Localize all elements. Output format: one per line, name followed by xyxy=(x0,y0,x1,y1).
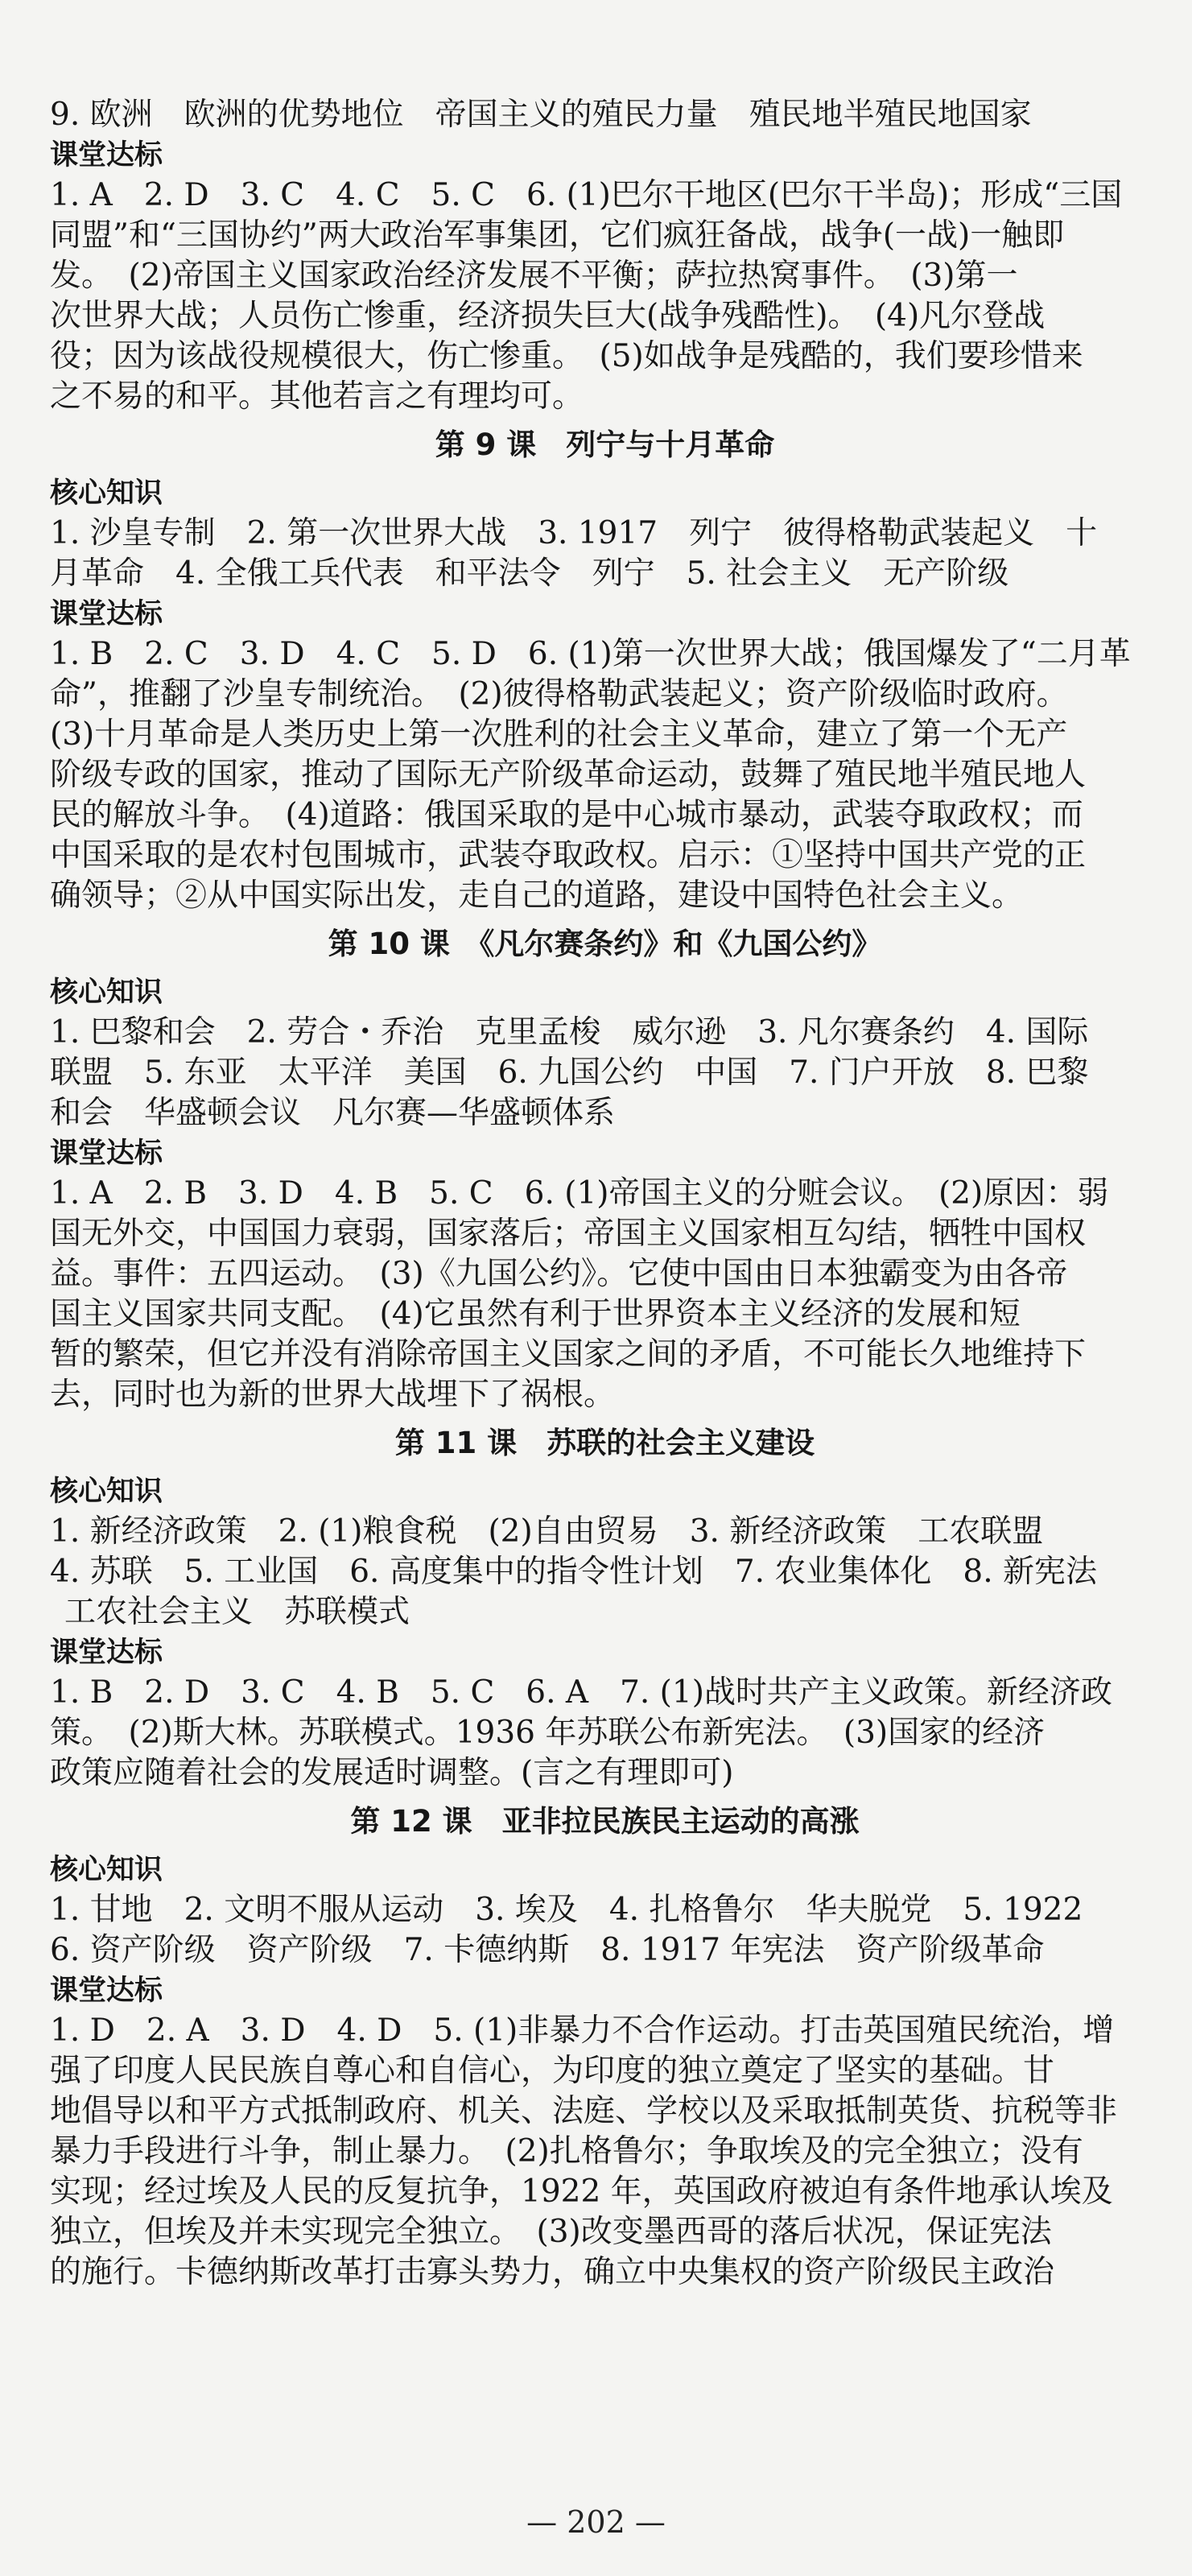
text-line: 4. 苏联 5. 工业国 6. 高度集中的指令性计划 7. 农业集体化 8. 新宪法 xyxy=(50,1554,1098,1590)
text-line: 工农社会主义 苏联模式 xyxy=(64,1594,410,1630)
text-line: 中国采取的是农村包围城市，武装夺取政权。启示：①坚持中国共产党的正 xyxy=(50,837,1087,873)
text-line: 益。事件：五四运动。 (3)《九国公约》。它使中国由日本独霸变为由各帝 xyxy=(50,1256,1068,1292)
lesson-title: 第 12 课 亚非拉民族民主运动的高涨 xyxy=(350,1804,860,1839)
text-line: 1. 甘地 2. 文明不服从运动 3. 埃及 4. 扎格鲁尔 华夫脱党 5. 1922 xyxy=(50,1892,1083,1928)
section-heading-core-knowledge: 核心知识 xyxy=(50,477,163,510)
text-line: 6. 资产阶级 资产阶级 7. 卡德纳斯 8. 1917 年宪法 资产阶级革命 xyxy=(50,1932,1045,1968)
text-line: 1. A 2. D 3. C 4. C 5. C 6. (1)巴尔干地区(巴尔干半岛)；形成“三国 xyxy=(50,177,1123,213)
text-line: (3)十月革命是人类历史上第一次胜利的社会主义革命，建立了第一个无产 xyxy=(50,716,1068,753)
text-line: 去，同时也为新的世界大战埋下了祸根。 xyxy=(50,1377,616,1413)
section-heading-core-knowledge: 核心知识 xyxy=(50,976,163,1009)
text-line: 发。 (2)帝国主义国家政治经济发展不平衡；萨拉热窝事件。 (3)第一 xyxy=(50,258,1018,294)
text-line: 和会 华盛顿会议 凡尔赛—华盛顿体系 xyxy=(50,1095,616,1131)
page-number: — 202 — xyxy=(526,2504,666,2540)
text-line: 国无外交，中国国力衰弱，国家落后；帝国主义国家相互勾结，牺牲中国权 xyxy=(50,1216,1087,1252)
text-line: 1. A 2. B 3. D 4. B 5. C 6. (1)帝国主义的分赃会议。 (2)原因：弱 xyxy=(50,1175,1109,1212)
text-line: 阶级专政的国家，推动了国际无产阶级革命运动，鼓舞了殖民地半殖民地人 xyxy=(50,757,1087,793)
lesson-title: 第 10 课 《凡尔赛条约》和《九国公约》 xyxy=(328,927,882,961)
section-heading-class-practice: 课堂达标 xyxy=(50,139,163,171)
text-line: 策。 (2)斯大林。苏联模式。1936 年苏联公布新宪法。 (3)国家的经济 xyxy=(50,1715,1046,1751)
text-line: 9. 欧洲 欧洲的优势地位 帝国主义的殖民力量 殖民地半殖民地国家 xyxy=(50,97,1032,133)
text-line: 暂的繁荣，但它并没有消除帝国主义国家之间的矛盾，不可能长久地维持下 xyxy=(50,1336,1087,1373)
text-line: 独立，但埃及并未实现完全独立。 (3)改变墨西哥的落后状况，保证宪法 xyxy=(50,2214,1052,2250)
text-line: 次世界大战；人员伤亡惨重，经济损失巨大(战争残酷性)。 (4)凡尔登战 xyxy=(50,298,1046,334)
lesson-title: 第 11 课 苏联的社会主义建设 xyxy=(394,1426,815,1460)
lesson-title: 第 9 课 列宁与十月革命 xyxy=(435,427,775,462)
text-line: 命”，推翻了沙皇专制统治。 (2)彼得格勒武装起义；资产阶级临时政府。 xyxy=(50,676,1068,712)
text-line: 役；因为该战役规模很大，伤亡惨重。 (5)如战争是残酷的，我们要珍惜来 xyxy=(50,338,1083,374)
text-line: 国主义国家共同支配。 (4)它虽然有利于世界资本主义经济的发展和短 xyxy=(50,1296,1021,1332)
text-line: 暴力手段进行斗争，制止暴力。 (2)扎格鲁尔；争取埃及的完全独立；没有 xyxy=(50,2133,1083,2169)
section-heading-core-knowledge: 核心知识 xyxy=(50,1476,163,1508)
text-line: 同盟”和“三国协约”两大政治军事集团，它们疯狂备战，战争(一战)一触即 xyxy=(50,217,1065,254)
section-heading-core-knowledge: 核心知识 xyxy=(50,1854,163,1886)
text-line: 民的解放斗争。 (4)道路：俄国采取的是中心城市暴动，武装夺取政权；而 xyxy=(50,797,1083,833)
text-line: 1. 沙皇专制 2. 第一次世界大战 3. 1917 列宁 彼得格勒武装起义 十 xyxy=(50,515,1098,551)
text-line: 的施行。卡德纳斯改革打击寡头势力，确立中央集权的资产阶级民主政治 xyxy=(50,2254,1055,2290)
text-line: 1. B 2. C 3. D 4. C 5. D 6. (1)第一次世界大战；俄国爆发了“二月革 xyxy=(50,636,1131,672)
text-line: 月革命 4. 全俄工兵代表 和平法令 列宁 5. 社会主义 无产阶级 xyxy=(50,555,1009,592)
section-heading-class-practice: 课堂达标 xyxy=(50,598,163,630)
text-line: 1. B 2. D 3. C 4. B 5. C 6. A 7. (1)战时共产主义政策。新经济政 xyxy=(50,1674,1112,1711)
text-line: 1. D 2. A 3. D 4. D 5. (1)非暴力不合作运动。打击英国殖民统治，增 xyxy=(50,2013,1115,2049)
text-line: 1. 巴黎和会 2. 劳合・乔治 克里孟梭 威尔逊 3. 凡尔赛条约 4. 国际 xyxy=(50,1014,1089,1051)
section-heading-class-practice: 课堂达标 xyxy=(50,1637,163,1669)
text-line: 政策应随着社会的发展适时调整。(言之有理即可) xyxy=(50,1755,734,1791)
section-heading-class-practice: 课堂达标 xyxy=(50,1975,163,2007)
text-line: 实现；经过埃及人民的反复抗争，1922 年，英国政府被迫有条件地承认埃及 xyxy=(50,2174,1113,2210)
text-line: 之不易的和平。其他若言之有理均可。 xyxy=(50,378,584,415)
text-line: 联盟 5. 东亚 太平洋 美国 6. 九国公约 中国 7. 门户开放 8. 巴黎 xyxy=(50,1055,1089,1091)
section-heading-class-practice: 课堂达标 xyxy=(50,1137,163,1170)
text-line: 地倡导以和平方式抵制政府、机关、法庭、学校以及采取抵制英货、抗税等非 xyxy=(50,2093,1118,2129)
text-line: 强了印度人民民族自尊心和自信心，为印度的独立奠定了坚实的基础。甘 xyxy=(50,2053,1055,2089)
text-line: 1. 新经济政策 2. (1)粮食税 (2)自由贸易 3. 新经济政策 工农联盟 xyxy=(50,1513,1044,1550)
text-line: 确领导；②从中国实际出发，走自己的道路，建设中国特色社会主义。 xyxy=(50,877,1024,914)
